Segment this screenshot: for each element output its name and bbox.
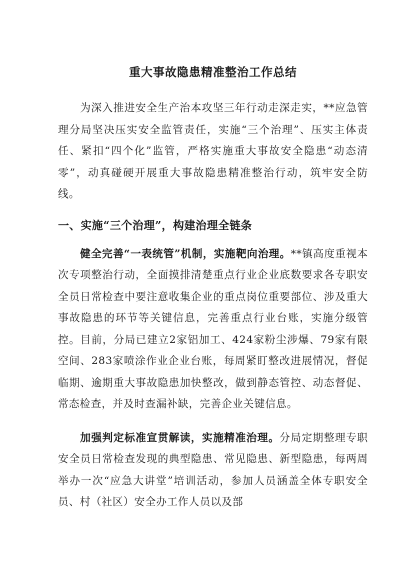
paragraph-body-text: **镇高度重视本次专项整治行动，全面摸排清楚重点行业企业底数要求各专职安全员日常检查中要注意收集企业的重点岗位重要部位、涉及重大事故隐患的环节等关键信息，完善重点行业台账，实施分级管控。目前，分局已建立2家铝加工、424家粉尘涉爆、79家有限空间、283家喷涂作业企业台账，每周紧盯整改进展情况，督促临期、逾期重大事故隐患加快整改，做到静态管控、动态督促、常态检查，并及时查漏补缺，完善企业关键信息。 bbox=[58, 247, 368, 410]
paragraph-lead-sentence: 健全完善“一表统管”机制，实施靶向治理。 bbox=[79, 247, 291, 260]
section1-paragraph-2 bbox=[58, 428, 368, 514]
intro-paragraph bbox=[58, 98, 368, 206]
intro-text: 为深入推进安全生产治本攻坚三年行动走深走实，**应急管理分局坚决压实安全监管责任，实施“三个治理”、压实主体责任、紧扣“四个化”监管，严格实施重大事故安全隐患“动态清零”，动真碰硬开展重大事故隐患精准整治行动，筑牢安全防线。 bbox=[58, 102, 368, 200]
paragraph-body-text: 分局定期整理专职安全员日常检查发现的典型隐患、常见隐患、新型隐患，每两周举办一次“应急大讲堂”培训活动，参加人员涵盖全体专职安全员、村（社区）安全办工作人员以及部 bbox=[58, 431, 368, 508]
section-heading-1: 一、实施“三个治理”，构建治理全链条 bbox=[58, 218, 253, 232]
paragraph-lead-sentence: 加强判定标准宣贯解读，实施精准治理。 bbox=[80, 431, 280, 444]
section1-paragraph-1 bbox=[58, 244, 368, 416]
document-title: 重大事故隐患精准整治工作总结 bbox=[129, 65, 297, 79]
